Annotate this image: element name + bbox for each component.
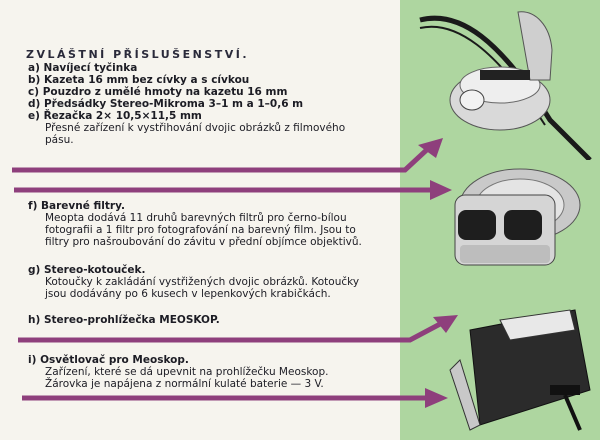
list-item: d) Předsádky Stereo-Mikroma 3–1 m a 1–0,6 m xyxy=(28,98,304,110)
pointer-arrow-3 xyxy=(0,315,600,355)
product-photo-panel xyxy=(400,0,600,440)
item-f-block: f) Barevné filtry. Meopta dodává 11 druhů barevných filtrů pro černo-bílou fotografii a 1 filtr pro fotografování na barevný film. Jsou to filtry pro našroubování do závitu v přední objímce objektivů. xyxy=(28,200,373,248)
list-item: c) Pouzdro z umělé hmoty na kazetu 16 mm xyxy=(28,86,288,98)
list-item: e) Řezačka 2× 10,5×11,5 mm xyxy=(28,110,202,122)
item-h-title: Stereo-prohlížečka MEOSKOP. xyxy=(43,314,220,326)
list-item: b) Kazeta 16 mm bez cívky a s cívkou xyxy=(28,74,250,86)
item-f-title: Barevné filtry. xyxy=(41,200,125,212)
item-h-block: h) Stereo-prohlížečka MEOSKOP. xyxy=(28,314,220,326)
list-item: a) Navíjecí tyčinka xyxy=(28,62,138,74)
item-e-description: Přesné zařízení k vystřihování dvojic obrázků z filmového pásu. xyxy=(45,122,346,146)
item-i-block: i) Osvětlovač pro Meoskop. Zařízení, které se dá upevnit na prohlížečku Meoskop. Žárovka je napájena z normální kulaté baterie — 3 V. xyxy=(28,354,373,390)
item-i-title: Osvětlovač pro Meoskop. xyxy=(40,354,189,366)
item-g-description: Kotoučky k zakládání vystřižených dvojic obrázků. Kotoučky jsou dodávány po 6 kusech v lepenkových krabičkách. xyxy=(45,276,360,300)
pointer-arrow-4 xyxy=(0,378,600,418)
cutter-device-illustration xyxy=(400,0,600,160)
item-f-description: Meopta dodává 11 druhů barevných filtrů pro černo-bílou fotografii a 1 filtr pro fotografování na barevný film. Jsou to filtry pro našroubování do závitu v přední objímce objektivů. xyxy=(45,212,362,248)
item-g-title: Stereo-kotouček. xyxy=(43,264,146,276)
accessory-list-top xyxy=(28,62,378,146)
section-heading: ZVLÁŠTNÍ PŘÍSLUŠENSTVÍ. xyxy=(26,48,250,61)
pointer-arrow-2 xyxy=(0,170,600,210)
item-g-block: g) Stereo-kotouček. Kotoučky k zakládání vystřižených dvojic obrázků. Kotoučky jsou dodávány po 6 kusech v lepenkových krabičkách. xyxy=(28,264,373,300)
item-i-description: Zařízení, které se dá upevnit na prohlížečku Meoskop. Žárovka je napájena z normální kulaté baterie — 3 V. xyxy=(45,366,329,390)
